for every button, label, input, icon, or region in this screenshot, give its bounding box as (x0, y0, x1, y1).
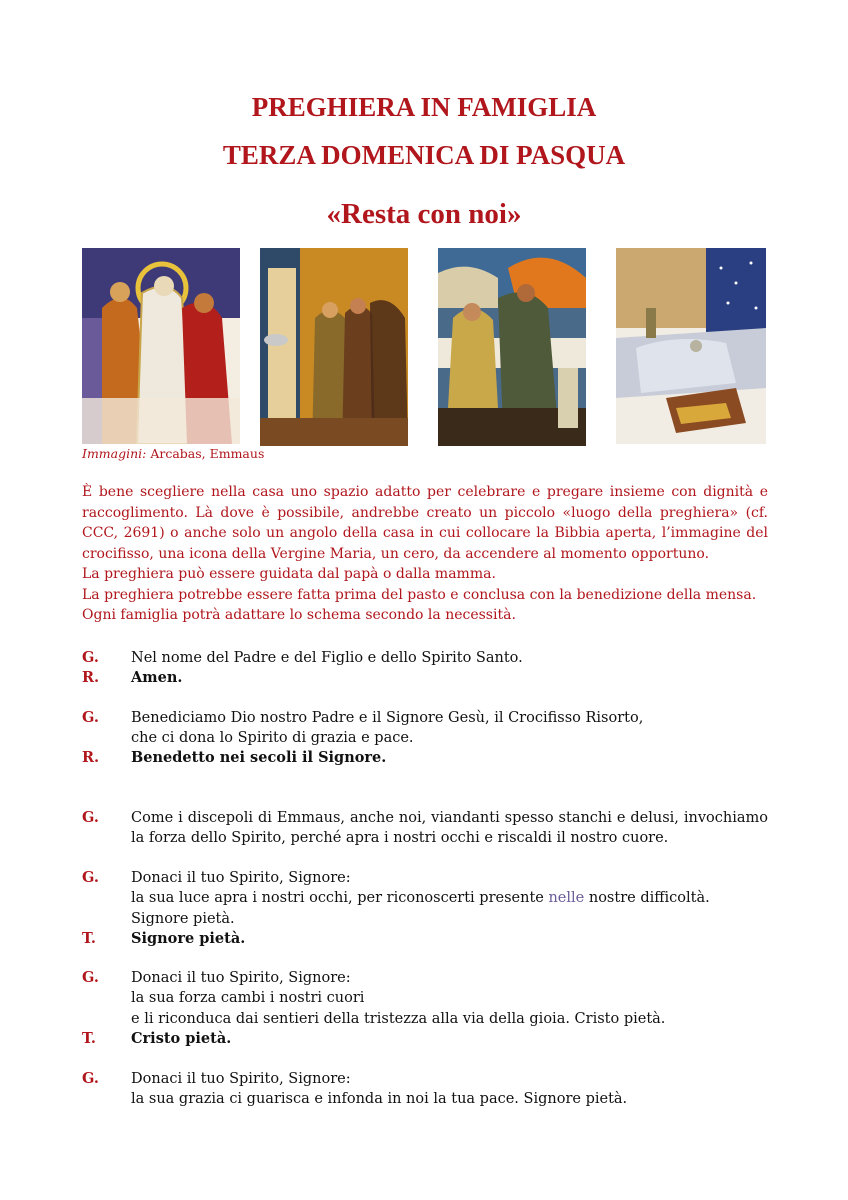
response-text: Signore pietà. (131, 930, 246, 947)
prayer-fragment-highlight: nelle (548, 890, 585, 907)
prayer-line: e li riconduca dai sentieri della tristezza alla via della gioia. Cristo pietà. (131, 1010, 666, 1027)
speaker-label: R. (82, 669, 100, 686)
prayer-line: che ci dona lo Spirito di grazia e pace. (131, 730, 414, 747)
intro-text (82, 482, 768, 626)
intro-paragraph: È bene scegliere nella casa uno spazio adatto per celebrare e pregare insieme con dignità e raccoglimento. Là dove è possibile, andrebbe creato un piccolo «luogo della preghiera» (cf. CCC, 2691) o anche solo un angolo della casa in cui collocare la Bibbia aperta, l’immagine del crocifisso, una icona della Vergine Maria, un cero, da accendere al momento opportuno. (82, 484, 768, 562)
response-text: Benedetto nei secoli il Signore. (131, 749, 387, 766)
prayer-text: Come i discepoli di Emmaus, anche noi, viandanti spesso stanchi e delusi, invochiamo la forza dello Spirito, perché apra i nostri occhi e riscaldi il nostro cuore. (131, 810, 768, 847)
prayer-text (131, 708, 768, 749)
emmaus-painting-3 (438, 248, 586, 446)
caption-label: Immagini: (82, 446, 147, 461)
prayer-line (131, 888, 768, 908)
prayer-line: Donaci il tuo Spirito, Signore: (131, 970, 351, 986)
prayer-text: Nel nome del Padre e del Figlio e dello Spirito Santo. (131, 650, 523, 666)
intro-line-guide: La preghiera può essere guidata dal papà o dalla mamma. (82, 566, 496, 582)
emmaus-painting-2 (260, 248, 408, 446)
speaker-label: G. (82, 1070, 99, 1087)
emmaus-painting-4 (616, 248, 766, 444)
prayer-line: Donaci il tuo Spirito, Signore: (131, 1071, 351, 1087)
response-text: Amen. (131, 669, 183, 686)
prayer-fragment: la sua luce apra i nostri occhi, per riconoscerti presente (131, 890, 549, 907)
speaker-label: G. (82, 969, 99, 986)
speaker-label: G. (82, 869, 99, 886)
intro-line-meal: La preghiera potrebbe essere fatta prima del pasto e conclusa con la benedizione della mensa. (82, 586, 757, 603)
prayer-text (131, 1069, 768, 1110)
speaker-label: T. (82, 930, 96, 947)
prayer-line: Donaci il tuo Spirito, Signore: (131, 870, 351, 886)
prayer-text (131, 968, 768, 1029)
speaker-label: R. (82, 749, 100, 766)
speaker-label: G. (82, 809, 99, 826)
page-subtitle: TERZA DOMENICA DI PASQUA (222, 140, 626, 170)
page-motto: «Resta con noi» (326, 198, 522, 230)
emmaus-painting-1 (82, 248, 240, 444)
prayer-line: Signore pietà. (131, 910, 235, 927)
prayer-line: Benediciamo Dio nostro Padre e il Signore Gesù, il Crocifisso Risorto, (131, 710, 644, 726)
speaker-label: G. (82, 649, 99, 666)
response-text: Cristo pietà. (131, 1030, 232, 1047)
prayer-line: la sua grazia ci guarisca e infonda in noi la tua pace. Signore pietà. (131, 1091, 628, 1108)
image-caption (82, 446, 264, 461)
page-title: PREGHIERA IN FAMIGLIA (251, 92, 597, 122)
speaker-label: T. (82, 1030, 96, 1047)
prayer-text (131, 868, 768, 929)
prayer-line: la sua forza cambi i nostri cuori (131, 990, 365, 1007)
caption-author: Arcabas, Emmaus (146, 446, 265, 461)
intro-line-adapt: Ogni famiglia potrà adattare lo schema secondo la necessità. (82, 607, 516, 623)
speaker-label: G. (82, 709, 99, 726)
prayer-fragment: nostre difficoltà. (584, 890, 710, 907)
